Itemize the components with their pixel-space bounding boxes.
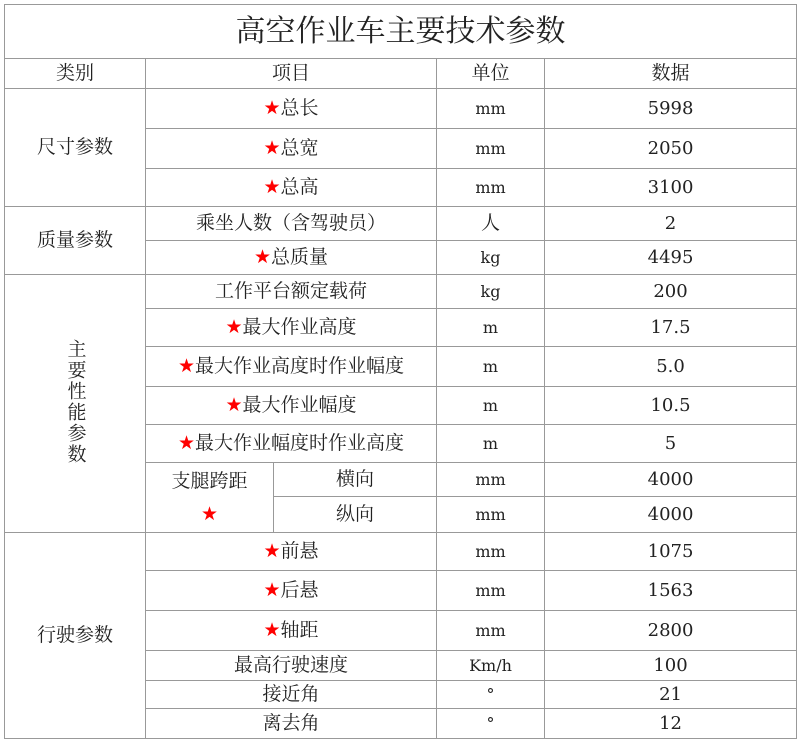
- star-icon: ★: [263, 579, 281, 601]
- unit-cell: 人: [437, 207, 545, 241]
- star-icon: ★: [225, 316, 243, 338]
- item-cell: 接近角: [146, 681, 437, 709]
- header-unit: 单位: [437, 59, 545, 89]
- item-cell: 横向: [274, 463, 437, 497]
- item-cell: 工作平台额定载荷: [146, 275, 437, 309]
- table-row: [5, 89, 797, 129]
- table-row: [5, 207, 797, 241]
- header-category: 类别: [5, 59, 146, 89]
- item-cell: 离去角: [146, 709, 437, 739]
- star-icon: ★: [177, 432, 196, 454]
- unit-cell: kg: [437, 241, 545, 275]
- value-cell: 17.5: [545, 309, 797, 347]
- unit-cell: °: [437, 681, 545, 709]
- value-cell: 3100: [545, 169, 797, 207]
- item-cell: ★总质量: [146, 241, 437, 275]
- value-cell: 2: [545, 207, 797, 241]
- value-cell: 200: [545, 275, 797, 309]
- item-cell: ★前悬: [146, 533, 437, 571]
- star-icon: ★: [263, 137, 281, 159]
- item-cell: ★总宽: [146, 129, 437, 169]
- header-item: 项目: [146, 59, 437, 89]
- value-cell: 5998: [545, 89, 797, 129]
- unit-cell: m: [437, 387, 545, 425]
- value-cell: 21: [545, 681, 797, 709]
- unit-cell: mm: [437, 89, 545, 129]
- value-cell: 1075: [545, 533, 797, 571]
- star-icon: ★: [253, 246, 272, 268]
- spec-table: [4, 4, 797, 739]
- group-size: 尺寸参数: [5, 89, 146, 207]
- star-icon: ★: [263, 176, 281, 198]
- item-cell: ★最大作业幅度时作业高度: [146, 425, 437, 463]
- unit-cell: mm: [437, 497, 545, 533]
- unit-cell: mm: [437, 611, 545, 651]
- outrigger-label: 支腿跨距: [171, 469, 248, 492]
- value-cell: 4000: [545, 463, 797, 497]
- value-cell: 100: [545, 651, 797, 681]
- unit-cell: mm: [437, 129, 545, 169]
- value-cell: 5.0: [545, 347, 797, 387]
- outrigger-span-cell: [146, 463, 274, 533]
- item-cell: ★最大作业幅度: [146, 387, 437, 425]
- item-cell: 最高行驶速度: [146, 651, 437, 681]
- star-icon: ★: [177, 355, 196, 377]
- group-mass: 质量参数: [5, 207, 146, 275]
- table-row: [5, 275, 797, 309]
- unit-cell: m: [437, 309, 545, 347]
- table-row: [5, 533, 797, 571]
- value-cell: 4000: [545, 497, 797, 533]
- value-cell: 2050: [545, 129, 797, 169]
- star-icon: ★: [200, 502, 219, 525]
- item-cell: 乘坐人数（含驾驶员）: [146, 207, 437, 241]
- unit-cell: mm: [437, 463, 545, 497]
- item-cell: ★后悬: [146, 571, 437, 611]
- value-cell: 4495: [545, 241, 797, 275]
- star-icon: ★: [263, 540, 281, 562]
- value-cell: 1563: [545, 571, 797, 611]
- star-icon: ★: [263, 619, 281, 641]
- unit-cell: Km/h: [437, 651, 545, 681]
- item-cell: ★最大作业高度时作业幅度: [146, 347, 437, 387]
- item-cell: ★最大作业高度: [146, 309, 437, 347]
- unit-cell: m: [437, 347, 545, 387]
- header-value: 数据: [545, 59, 797, 89]
- unit-cell: mm: [437, 571, 545, 611]
- unit-cell: °: [437, 709, 545, 739]
- value-cell: 5: [545, 425, 797, 463]
- item-cell: ★轴距: [146, 611, 437, 651]
- item-cell: ★总高: [146, 169, 437, 207]
- star-icon: ★: [225, 394, 243, 416]
- value-cell: 10.5: [545, 387, 797, 425]
- unit-cell: m: [437, 425, 545, 463]
- group-driving: 行驶参数: [5, 533, 146, 739]
- item-cell: 纵向: [274, 497, 437, 533]
- star-icon: ★: [263, 97, 281, 119]
- item-cell: ★总长: [146, 89, 437, 129]
- value-cell: 12: [545, 709, 797, 739]
- group-performance: 主要性能参数: [5, 275, 146, 533]
- unit-cell: kg: [437, 275, 545, 309]
- unit-cell: mm: [437, 533, 545, 571]
- unit-cell: mm: [437, 169, 545, 207]
- page-title: 高空作业车主要技术参数: [5, 5, 797, 59]
- value-cell: 2800: [545, 611, 797, 651]
